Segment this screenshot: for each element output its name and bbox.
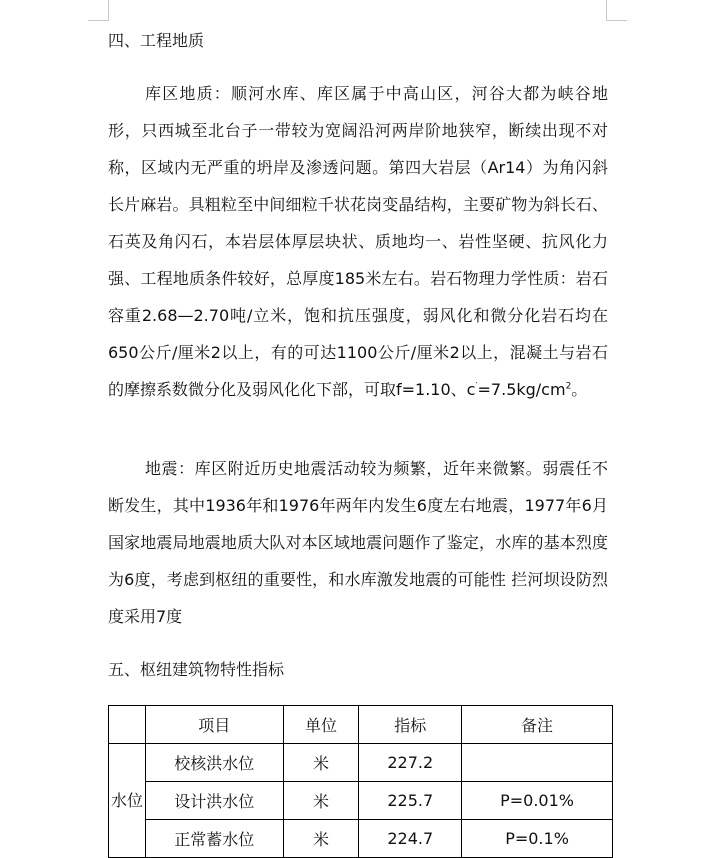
section-5-heading: 五、枢纽建筑物特性指标 bbox=[108, 660, 285, 679]
row-item: 校核洪水位 bbox=[145, 744, 283, 782]
header-item: 项目 bbox=[145, 706, 283, 744]
page-corner-mark-left bbox=[88, 0, 109, 21]
paragraph-end-mark: 。 bbox=[571, 380, 588, 399]
row-unit: 米 bbox=[283, 782, 359, 820]
row-note bbox=[462, 744, 613, 782]
section-4-heading: 四、工程地质 bbox=[108, 31, 205, 50]
row-unit: 米 bbox=[283, 744, 359, 782]
table-row bbox=[109, 744, 613, 782]
row-value: 225.7 bbox=[359, 782, 462, 820]
cohesion-prime-mark: ′ bbox=[475, 381, 478, 392]
row-item: 设计洪水位 bbox=[145, 782, 283, 820]
row-value: 224.7 bbox=[359, 820, 462, 858]
unit-exponent: 2 bbox=[565, 381, 572, 392]
hub-structure-spec-table bbox=[108, 705, 613, 858]
row-value: 227.2 bbox=[359, 744, 462, 782]
header-group-blank bbox=[109, 706, 146, 744]
row-note: P=0.01% bbox=[462, 782, 613, 820]
reservoir-geology-text: 库区地质：顺河水库、库区属于中高山区，河谷大都为峡谷地形，只西城至北台子一带较为宽阔沿河两岸阶地狭窄，断续出现不对称，区域内无严重的坍岸及渗透问题。第四大岩层（Ar14）为角闪斜长片麻岩。具粗粒至中间细粒千状花岗变晶结构，主要矿物为斜长石、石英及角闪石，本岩层体厚层块状、质地均一、岩性坚硬、抗风化力强、工程地质条件较好，总厚度185米左右。岩石物理力学性质：岩石容重2.68—2.70吨/立米，饱和抗压强度，弱风化和微分化岩石均在650公斤/厘米2以上，有的可达1100公斤/厘米2以上，混凝土与岩石的摩擦系数微分化及弱风化化下部，可取f=1.10、c bbox=[108, 84, 608, 399]
table-header-row bbox=[109, 706, 613, 744]
header-note: 备注 bbox=[462, 706, 613, 744]
row-unit: 米 bbox=[283, 820, 359, 858]
row-item: 正常蓄水位 bbox=[145, 820, 283, 858]
cohesion-value-text: =7.5kg/cm bbox=[477, 380, 566, 399]
row-note: P=0.1% bbox=[462, 820, 613, 858]
table-row bbox=[109, 820, 613, 858]
header-unit: 单位 bbox=[283, 706, 359, 744]
group-label-water-level: 水位 bbox=[109, 744, 146, 858]
page-corner-mark-right bbox=[606, 0, 627, 21]
header-value: 指标 bbox=[359, 706, 462, 744]
reservoir-geology-paragraph bbox=[108, 75, 608, 408]
table-row bbox=[109, 782, 613, 820]
earthquake-paragraph: 地震：库区附近历史地震活动较为频繁，近年来微繁。弱震任不断发生，其中1936年和1976年两年内发生6度左右地震，1977年6月国家地震局地震地质大队对本区域地震问题作了鉴定，水库的基本烈度为6度，考虑到枢纽的重要性，和水库激发地震的可能性 拦河坝设防烈度采用7度 bbox=[108, 459, 608, 626]
